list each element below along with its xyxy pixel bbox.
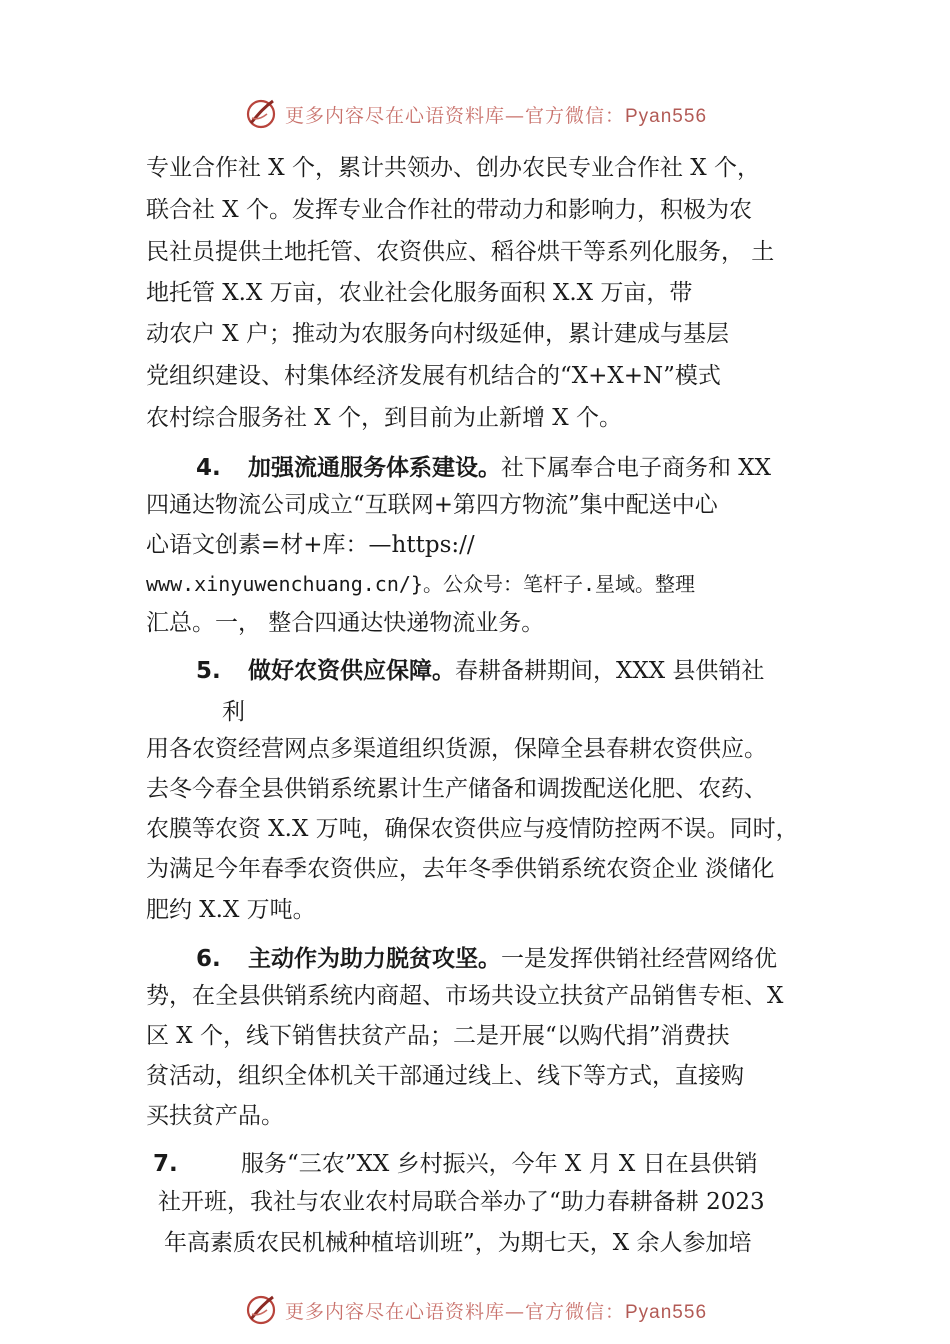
section-7-first-text: 服务“三农”XX 乡村振兴，今年 X 月 X 日在县供销 bbox=[241, 1151, 758, 1177]
section-4-number: 4. bbox=[196, 455, 221, 481]
s6-line-4: 贫活动，组织全体机关干部通过线上、线下等方式，直接购 bbox=[146, 1063, 744, 1089]
section-5-first-line bbox=[196, 656, 764, 686]
banner-text bbox=[285, 101, 707, 128]
p1-line-4: 地托管 X.X 万亩，农业社会化服务面积 X.X 万亩，带 bbox=[146, 280, 693, 306]
banner-label: 更多内容尽在心语资料库—官方微信： bbox=[284, 1300, 625, 1323]
s4-line-4 bbox=[146, 569, 695, 599]
s5-line-4: 去冬今春全县供销系统累计生产储备和调拨配送化肥、农药、 bbox=[146, 776, 767, 802]
p1-line-3: 民社员提供土地托管、农资供应、稻谷烘干等系列化服务， 土 bbox=[146, 239, 775, 265]
section-4-heading: 加强流通服务体系建设。 bbox=[248, 455, 501, 481]
section-6-first-text: 一是发挥供销社经营网络优 bbox=[501, 946, 777, 972]
section-6-first-line bbox=[196, 944, 777, 974]
banner-wechat-id: Pyan556 bbox=[625, 1301, 708, 1323]
pen-writing-logo-icon bbox=[243, 1292, 279, 1328]
section-4-first-line bbox=[196, 453, 771, 483]
s7-line-3: 年高素质农民机械种植培训班”，为期七天，X 余人参加培 bbox=[164, 1230, 752, 1256]
footer-watermark-banner bbox=[0, 1290, 950, 1330]
s6-line-5: 买扶贫产品。 bbox=[146, 1103, 284, 1129]
section-5-heading: 做好农资供应保障。 bbox=[248, 658, 455, 684]
section-6-heading: 主动作为助力脱贫攻坚。 bbox=[248, 946, 501, 972]
s4-line-3: 心语文创素=材+库：—https:// bbox=[146, 532, 475, 558]
s6-line-3: 区 X 个，线下销售扶贫产品；二是开展“以购代捐”消费扶 bbox=[146, 1023, 730, 1049]
p1-line-5: 动农户 X 户；推动为农服务向村级延伸，累计建成与基层 bbox=[146, 321, 729, 347]
p1-line-2: 联合社 X 个。发挥专业合作社的带动力和影响力，积极为农 bbox=[146, 197, 752, 223]
banner-wechat-id: Pyan556 bbox=[625, 105, 708, 127]
s5-wrap: 利 bbox=[222, 699, 245, 725]
p1-line-1: 专业合作社 X 个，累计共领办、创办农民专业合作社 X 个， bbox=[146, 155, 760, 181]
p1-line-6: 党组织建设、村集体经济发展有机结合的“X+X+N”模式 bbox=[146, 363, 721, 389]
section-7-number: 7. bbox=[153, 1151, 178, 1177]
section-7-first-line bbox=[153, 1149, 758, 1179]
s5-line-6: 为满足今年春季农资供应，去年冬季供销系统农资企业 淡储化 bbox=[146, 856, 775, 882]
section-6-number: 6. bbox=[196, 946, 221, 972]
p1-line-7: 农村综合服务社 X 个，到目前为止新增 X 个。 bbox=[146, 405, 622, 431]
section-5-number: 5. bbox=[196, 658, 221, 684]
banner-text bbox=[285, 1297, 707, 1324]
section-5-first-text: 春耕备耕期间，XXX 县供销社 bbox=[455, 658, 765, 684]
s4-url-text: www.xinyuwenchuang.cn/}。公众号：笔杆子.星域。整理 bbox=[146, 572, 695, 596]
s4-line-2: 四通达物流公司成立“互联网+第四方物流”集中配送中心 bbox=[146, 492, 718, 518]
s4-line-5: 汇总。一， 整合四通达快递物流业务。 bbox=[146, 610, 545, 636]
s7-line-2: 社开班，我社与农业农村局联合举办了“助力春耕备耕 2023 bbox=[158, 1189, 765, 1215]
s5-line-5: 农膜等农资 X.X 万吨，确保农资供应与疫情防控两不误。同时， bbox=[146, 816, 799, 842]
banner-label: 更多内容尽在心语资料库—官方微信： bbox=[284, 104, 625, 127]
section-4-first-text: 社下属奉合电子商务和 XX bbox=[501, 455, 772, 481]
header-watermark-banner bbox=[0, 94, 950, 134]
s5-line-7: 肥约 X.X 万吨。 bbox=[146, 897, 316, 923]
pen-writing-logo-icon bbox=[243, 96, 279, 132]
s5-line-3: 用各农资经营网点多渠道组织货源，保障全县春耕农资供应。 bbox=[146, 736, 767, 762]
s6-line-2: 势，在全县供销系统内商超、市场共设立扶贫产品销售专柜、X bbox=[146, 983, 784, 1009]
